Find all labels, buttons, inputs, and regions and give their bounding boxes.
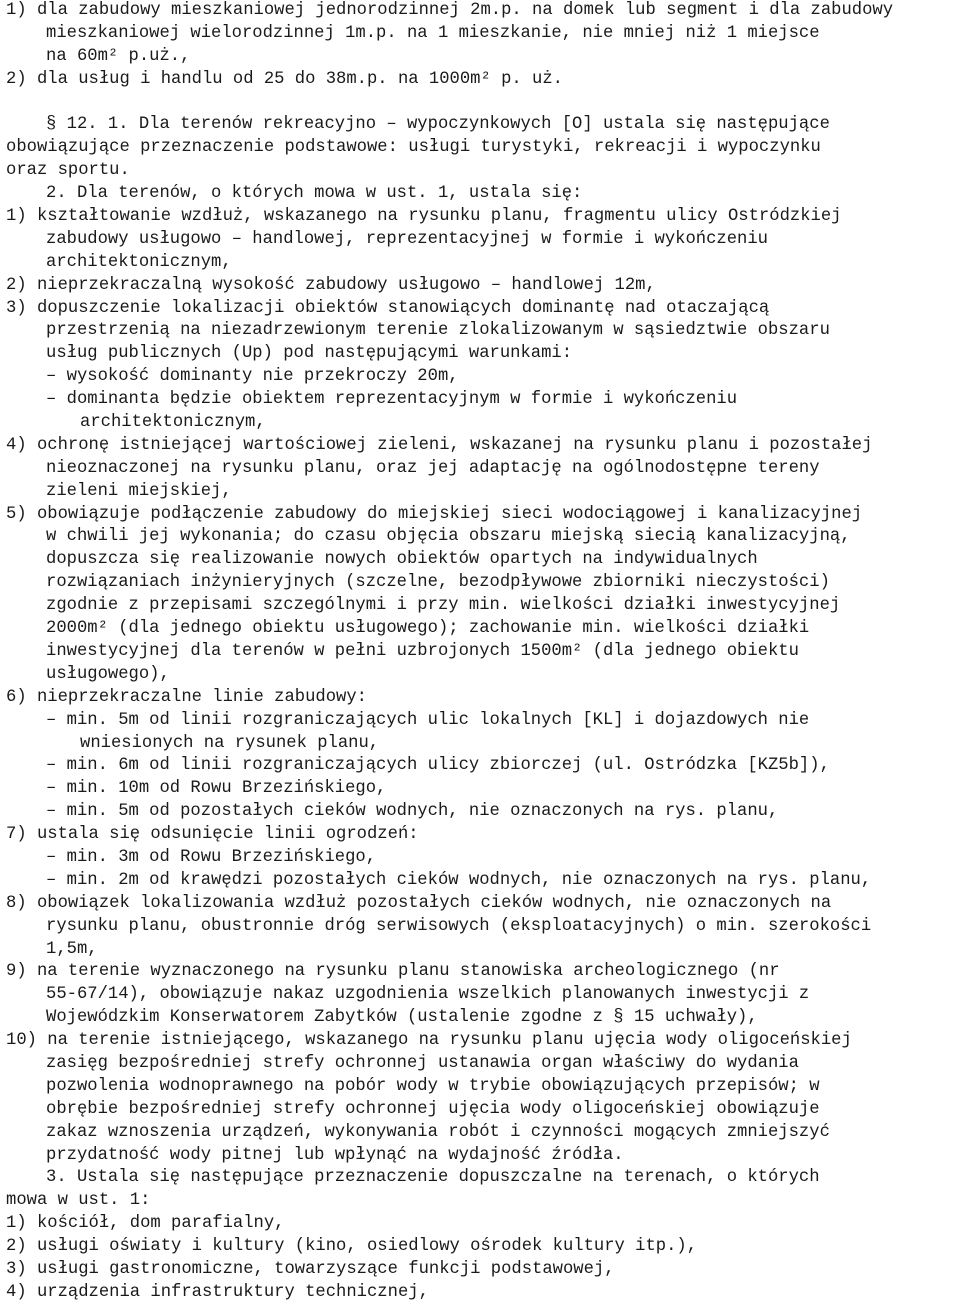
text-line: zieleni miejskiej,: [46, 481, 232, 501]
text-line: – min. 5m od pozostałych cieków wodnych, nie oznaczonych na rys. planu,: [46, 802, 779, 822]
text-line: zabudowy usługowo – handlowej, reprezentacyjnej w formie i wykończeniu: [46, 229, 768, 249]
text-line: – min. 5m od linii rozgraniczających ulic lokalnych [KL] i dojazdowych nie: [46, 710, 810, 730]
text-line: 10) na terenie istniejącego, wskazanego na rysunku planu ujęcia wody oligoceńskiej: [6, 1031, 852, 1051]
text-line: przydatność wody pitnej lub wpłynąć na wydajność źródła.: [46, 1145, 624, 1165]
text-line: nieoznaczonej na rysunku planu, oraz jej adaptację na ogólnodostępne tereny: [46, 458, 820, 478]
blank-line: [0, 92, 960, 115]
text-line: 2) usługi oświaty i kultury (kino, osiedlowy ośrodek kultury itp.),: [6, 1237, 698, 1257]
text-line: obrębie bezpośredniej strefy ochronnej ujęcia wody oligoceńskiej obowiązuje: [46, 1099, 820, 1119]
text-line: 55-67/14), obowiązuje nakaz uzgodnienia wszelkich planowanych inwestycji z: [46, 985, 810, 1005]
text-line: pozwolenia wodnoprawnego na pobór wody w trybie obowiązujących przepisów; w: [46, 1076, 820, 1096]
text-line: – min. 3m od Rowu Brzezińskiego,: [46, 847, 377, 867]
text-line: 8) obowiązek lokalizowania wzdłuż pozostałych cieków wodnych, nie oznaczonych na: [6, 893, 832, 913]
text-line: – min. 2m od krawędzi pozostałych cieków wodnych, nie oznaczonych na rys. planu,: [46, 870, 872, 890]
text-line: mowa w ust. 1:: [6, 1191, 151, 1211]
text-line: na 60m² p.uż.,: [46, 46, 191, 66]
text-line: usługowego),: [46, 664, 170, 684]
text-line: przestrzenią na niezadrzewionym terenie zlokalizowanym w sąsiedztwie obszaru: [46, 321, 830, 341]
text-line: architektonicznym,: [80, 413, 266, 433]
text-line: dopuszcza się realizowanie nowych obiektów opartych na indywidualnych: [46, 550, 758, 570]
text-line: mieszkaniowej wielorodzinnej 1m.p. na 1 mieszkanie, nie mniej niż 1 miejsce: [46, 23, 820, 43]
text-line: wniesionych na rysunek planu,: [80, 733, 380, 753]
text-line: 3. Ustala się następujące przeznaczenie dopuszczalne na terenach, o których: [46, 1168, 820, 1188]
text-line: w chwili jej wykonania; do czasu objęcia obszaru miejską siecią kanalizacyjną,: [46, 527, 851, 547]
text-line: oraz sportu.: [6, 161, 130, 181]
text-line: 9) na terenie wyznaczonego na rysunku planu stanowiska archeologicznego (nr: [6, 962, 780, 982]
text-line: 1,5m,: [46, 939, 98, 959]
text-line: architektonicznym,: [46, 252, 232, 272]
text-line: 2) nieprzekraczalną wysokość zabudowy usługowo – handlowej 12m,: [6, 275, 656, 295]
text-line: – min. 10m od Rowu Brzezińskiego,: [46, 779, 387, 799]
text-line: zakaz wznoszenia urządzeń, wykonywania robót i czynności mogących zmniejszyć: [46, 1122, 830, 1142]
text-line: inwestycyjnej dla terenów w pełni uzbrojonych 1500m² (dla jednego obiektu: [46, 641, 799, 661]
text-line: § 12. 1. Dla terenów rekreacyjno – wypoczynkowych [O] ustala się następujące: [46, 115, 830, 135]
text-line: 3) usługi gastronomiczne, towarzyszące funkcji podstawowej,: [6, 1259, 615, 1279]
text-line: 1) kształtowanie wzdłuż, wskazanego na rysunku planu, fragmentu ulicy Ostródzkiej: [6, 207, 842, 227]
text-line: usług publicznych (Up) pod następującymi warunkami:: [46, 344, 573, 364]
text-line: – min. 6m od linii rozgraniczających ulicy zbiorczej (ul. Ostródzka [KZ5b]),: [46, 756, 830, 776]
text-line: Wojewódzkim Konserwatorem Zabytków (ustalenie zgodne z § 15 uchwały),: [46, 1008, 758, 1028]
text-line: 1) kościół, dom parafialny,: [6, 1214, 285, 1234]
text-line: rozwiązaniach inżynieryjnych (szczelne, bezodpływowe zbiorniki nieczystości): [46, 573, 830, 593]
text-line: 6) nieprzekraczalne linie zabudowy:: [6, 687, 367, 707]
text-line: 4) urządzenia infrastruktury technicznej,: [6, 1282, 429, 1302]
text-line: 5) obowiązuje podłączenie zabudowy do miejskiej sieci wodociągowej i kanalizacyjnej: [6, 504, 863, 524]
text-line: – dominanta będzie obiektem reprezentacyjnym w formie i wykończeniu: [46, 390, 738, 410]
text-line: 1) dla zabudowy mieszkaniowej jednorodzinnej 2m.p. na domek lub segment i dla zabudowy: [6, 1, 894, 20]
text-line: 3) dopuszczenie lokalizacji obiektów stanowiących dominantę nad otaczającą: [6, 298, 770, 318]
text-line: 4) ochronę istniejącej wartościowej zieleni, wskazanej na rysunku planu i pozostałej: [6, 435, 873, 455]
text-line: 2000m² (dla jednego obiektu usługowego); zachowanie min. wielkości działki: [46, 619, 810, 639]
text-line: zasięg bezpośredniej strefy ochronnej ustanawia organ właściwy do wydania: [46, 1053, 799, 1073]
text-line: – wysokość dominanty nie przekroczy 20m,: [46, 367, 459, 387]
text-line: zgodnie z przepisami szczególnymi i przy min. wielkości działki inwestycyjnej: [46, 596, 841, 616]
text-line: 7) ustala się odsunięcie linii ogrodzeń:: [6, 825, 419, 845]
text-line: 2) dla usług i handlu od 25 do 38m.p. na 1000m² p. uż.: [6, 69, 563, 89]
text-line: rysunku planu, obustronnie dróg serwisowych (eksploatacyjnych) o min. szerokości: [46, 916, 872, 936]
text-line: 2. Dla terenów, o których mowa w ust. 1, ustala się:: [46, 184, 583, 204]
text-line: obowiązujące przeznaczenie podstawowe: usługi turystyki, rekreacji i wypoczynku: [6, 138, 821, 158]
